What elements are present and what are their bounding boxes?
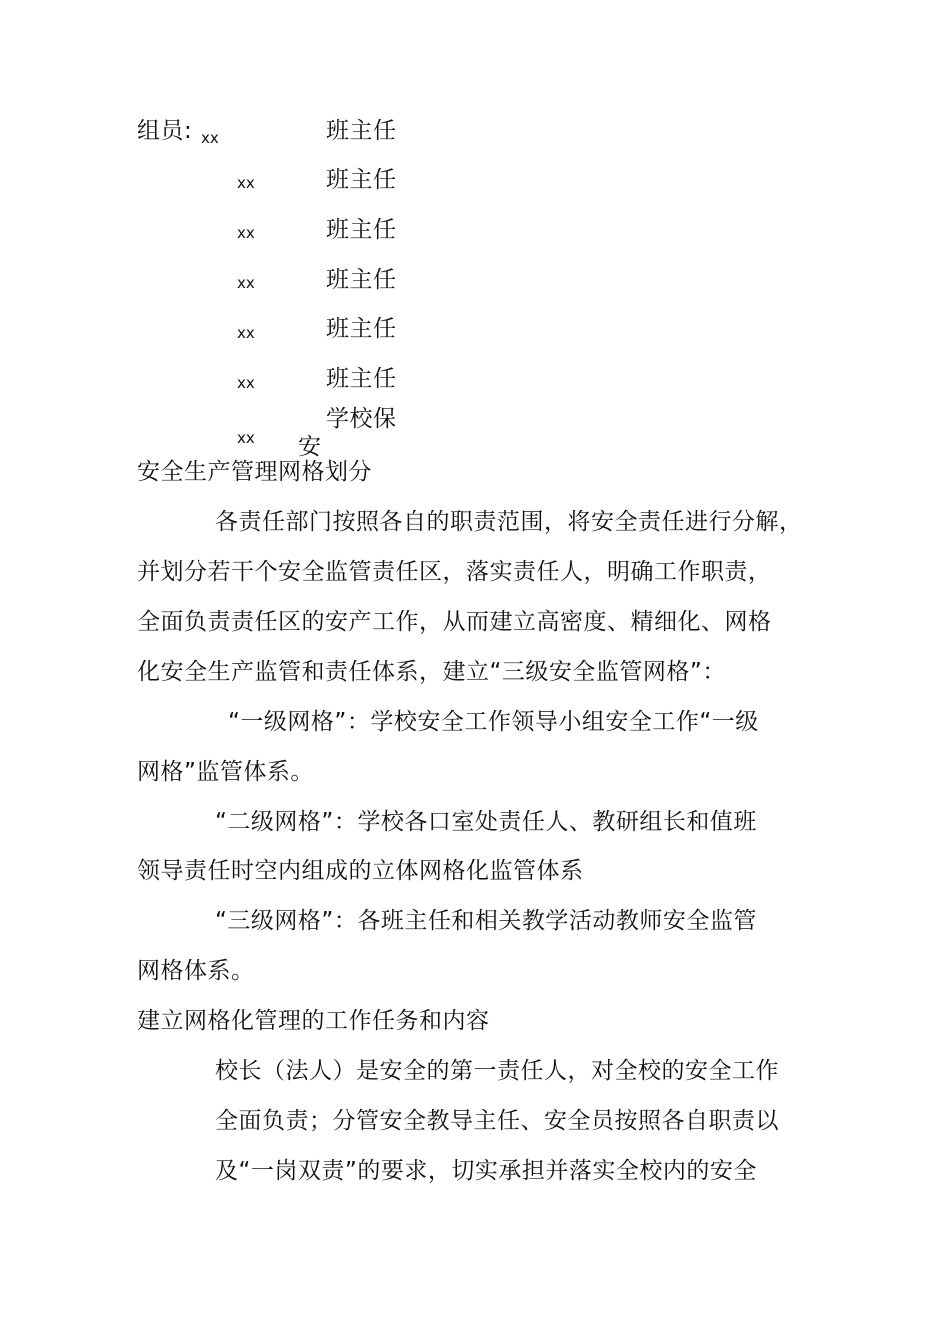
paragraph-line: 全面负责责任区的安产工作，从而建立高密度、精细化、网格	[137, 609, 772, 635]
paragraph-line: 及“一岗双责”的要求，切实承担并落实全校内的安全	[215, 1158, 757, 1184]
member-name: xx	[237, 429, 255, 447]
member-role: 班主任	[326, 267, 397, 293]
member-name: xx	[237, 224, 255, 242]
paragraph-line: 全面负责；分管安全教导主任、安全员按照各自职责以	[215, 1108, 779, 1134]
clipped-text: 安	[298, 434, 322, 460]
section-heading: 建立网格化管理的工作任务和内容	[137, 1008, 490, 1034]
paragraph-line: 各责任部门按照各自的职责范围，将安全责任进行分解，	[215, 509, 803, 535]
level2-line: 领导责任时空内组成的立体网格化监管体系	[137, 858, 584, 884]
member-name: xx	[237, 274, 255, 292]
member-name: xx	[237, 374, 255, 392]
paragraph-line: 并划分若干个安全监管责任区，落实责任人，明确工作职责，	[137, 559, 772, 585]
paragraph-line: 校长（法人）是安全的第一责任人，对全校的安全工作	[215, 1058, 779, 1084]
paragraph-line: 化安全生产监管和责任体系，建立“三级安全监管网格”：	[137, 659, 726, 685]
member-role: 班主任	[326, 118, 397, 144]
level3-line: “三级网格”：各班主任和相关教学活动教师安全监管	[215, 908, 757, 934]
section-heading: 安全生产管理网格划分	[137, 459, 372, 485]
level3-line: 网格体系。	[137, 958, 255, 984]
level1-line: “一级网格”：学校安全工作领导小组安全工作“一级	[228, 709, 759, 735]
member-name: xx	[201, 129, 219, 147]
member-role: 班主任	[326, 217, 397, 243]
member-name: xx	[237, 174, 255, 192]
members-label: 组员:	[137, 118, 193, 144]
member-role: 班主任	[326, 366, 397, 392]
member-name: xx	[237, 324, 255, 342]
member-role: 班主任	[326, 316, 397, 342]
member-role: 学校保	[326, 406, 397, 432]
level2-line: “二级网格”：学校各口室处责任人、教研组长和值班	[215, 809, 757, 835]
level1-line: 网格”监管体系。	[137, 759, 314, 785]
member-role: 班主任	[326, 167, 397, 193]
